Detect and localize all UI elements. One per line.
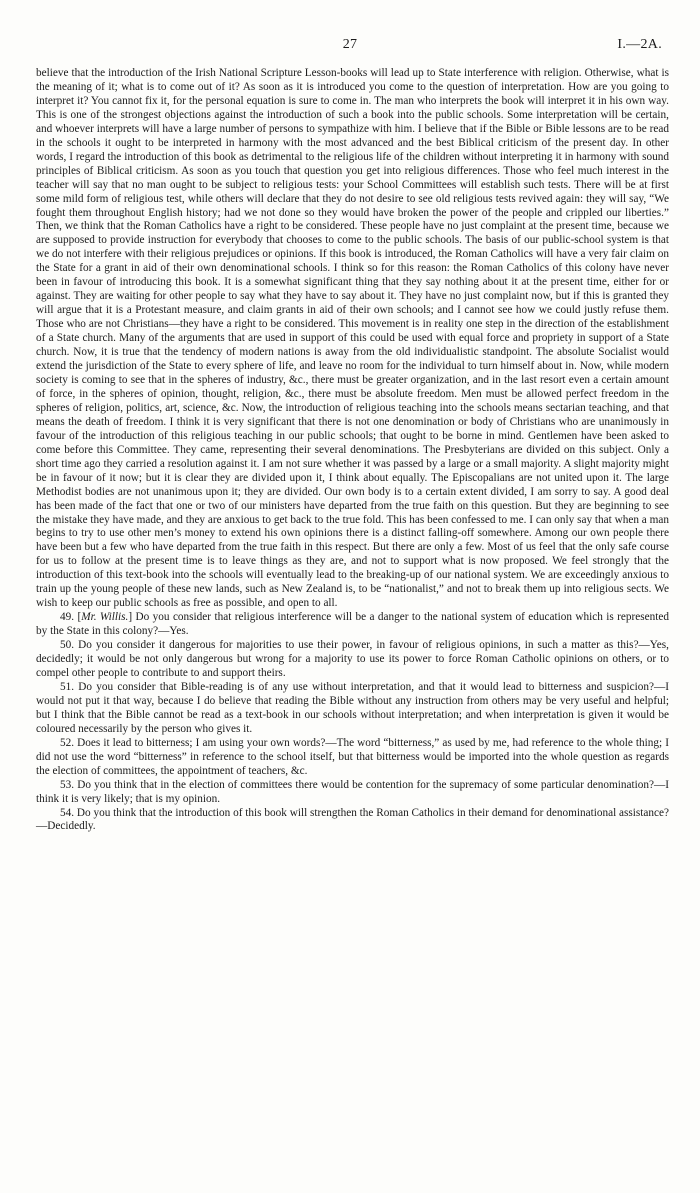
question-49: 49. [Mr. Willis.] Do you consider that religious interference will be a danger to the national system of education which is represented by the State in this colony?—Yes. (36, 611, 670, 638)
question-text: Do you consider that Bible-reading is of any use without interpretation, and that it would lead to bitterness and suspicion?—I would not put it that way, because I do believe that reading the Bible without any instruction from others may be very useful and helpful; but I think that the Bible cannot be read as a text-book in our schools without interpretation; and when interpretation is given it would be coloured necessarily by the person who gives it. (36, 680, 669, 735)
question-text: Do you think that the introduction of this book will strengthen the Roman Catholics in their demand for denominational assistance?—Decidedly. (36, 806, 669, 833)
question-50 (36, 639, 669, 681)
question-number: 53. (60, 778, 75, 791)
question-text: Do you think that in the election of committees there would be contention for the supremacy of some particular denomination?—I think it is very likely; that is my opinion. (36, 778, 669, 805)
speaker-name: Mr. Willis. (81, 611, 129, 624)
question-number: 49. (60, 611, 75, 624)
document-body (36, 67, 669, 834)
paper-reference: I.—2A. (617, 37, 662, 52)
question-text: Do you consider it dangerous for majorities to use their power, in favour of religious opinions, in such a matter as this?—Yes, decidedly; it would be not only dangerous but wrong for a majority to use its power to force Roman Catholic opinions on others, or to compel other people to contribute to and support theirs. (36, 639, 669, 679)
question-number: 54. (60, 806, 75, 819)
question-51 (36, 681, 669, 737)
question-number: 52. (60, 736, 75, 749)
question-number: 51. (60, 680, 75, 693)
opening-paragraph: believe that the introduction of the Irish National Scripture Lesson-books will lead up to State interference with religion. Otherwise, what is the meaning of it; what is to come out of it? As soon as it is introduced you come to the question of interpretation. How are you going to interpret it? You cannot fix it, for the personal equation is sure to come in. The man who interprets the book will interpret it in his own way. This is one of the strongest objections against the introduction of such a book into the public schools. Some interpretation will be certain, and whoever interprets will have a large number of persons to sympathize with him. I believe that if the Bible or Bible lessons are to be read in the schools it ought to be interpreted in harmony with the most advanced and the best Biblical criticism of the present day. In other words, I regard the introduction of this book as detrimental to the religious life of the children without interpreting it in harmony with sound principles of Biblical criticism. As soon as you touch that question you get into religious differences. Those who feel much interest in the teacher will say that no man ought to be subject to religious tests: your School Committees will establish such tests. There will be at first some mild form of religious test, while others will declare that they do not desire to see old religious tests revived again: they will say, “We fought them throughout English history; had we not done so they would have broken the power of the people and crippled our liberties.” Then, we think that the Roman Catholics have a right to be considered. These people have no just complaint at the present time, because we are supposed to provide instruction for everybody that chooses to come to the public schools. The basis of our public-school system is that we do not interfere with their religious prejudices or opinions. If this book is introduced, the Roman Catholics will have a very fair claim on the State for a grant in aid of their own denominational schools. I think so for this reason: the Roman Catholics of this colony have never been in favour of introducing this book. It is a somewhat significant thing that they say nothing about it at the present time, either for or against. They are waiting for other people to say what they have to say about it. They have no just complaint now, but if this is granted they will argue that it is a Protestant measure, and claim grants in aid of their own schools; and I cannot see how we could justly refuse them. Those who are not Christians—they have a right to be considered. This movement is in reality one step in the direction of the establishment of a State church. Many of the arguments that are used in support of this could be used with equal force and propriety in support of a State church. Now, it is true that the tendency of modern nations is away from the old individualistic standpoint. The absolute Socialist would extend the jurisdiction of the State to every sphere of life, and leave no room for the individual to turn himself about in. Now, while modern society is coming to see that in the spheres of industry, &c., there must be greater organization, and in the last resort even a certain amount of force, in the spheres of opinion, thought, religion, &c., there must be absolute freedom. Men must be allowed perfect freedom in the spheres of religion, politics, art, science, &c. Now, the introduction of religious teaching into the schools means sectarian teaching, and that means the death of freedom. I think it is very significant that there is not one denomination or body of Christians who are unanimously in favour of the introduction of this religious teaching in our public schools; that ought to be borne in mind. Gentlemen have been asked to come before this Committee. They came, representing their several denominations. The Presbyterians are divided on this subject. Only a short time ago they carried a resolution against it. I am not sure whether it was passed by a large or a small majority. A slight majority might be in favour of it now; but it is clear they are divided upon it, I think about equally. The Episcopalians are not united upon it. The large Methodist bodies are not unanimous upon it; they are divided. Our own body is to a certain extent divided, I am sorry to say. A good deal has been made of the fact that one or two of our ministers have departed from the true faith on this question. But they are beginning to see the mistake they have made, and they are anxious to get back to the true fold. This has been confessed to me. I can only say that when a man begins to try to use other men’s money to extend his own opinions there is a distinct falling-off somewhere. Among our own people there have been but a few who have departed from the true faith in this respect. But there are only a few. Most of us feel that the only safe course for us to follow at the present time is to leave things as they are, and not to support what is now proposed. We feel strongly that the introduction of this text-book into the schools will eventually lead to the breaking-up of our national system. We are exceedingly anxious to train up the young people of these new lands, such as New Zealand is, to be “nationalist,” and not to break them up into religious sects. We wish to keep our public schools as free as possible, and open to all. (36, 67, 669, 610)
question-text: Does it lead to bitterness; I am using your own words?—The word “bitterness,” as used by me, had reference to the whole thing; I did not use the word “bitterness” in reference to the school itself, but that bitterness would be imported into the whole question as regards the election of committees, the appointment of teachers, &c. (36, 736, 669, 777)
question-54 (36, 807, 669, 835)
question-53 (36, 779, 669, 807)
question-number: 50. (60, 639, 75, 652)
question-52 (36, 737, 669, 779)
page-number: 27 (342, 37, 358, 52)
question-text: ] Do you consider that religious interference will be a danger to the national system of education which is represented by the State in this colony?—Yes. (36, 611, 670, 638)
page-header (0, 37, 700, 53)
